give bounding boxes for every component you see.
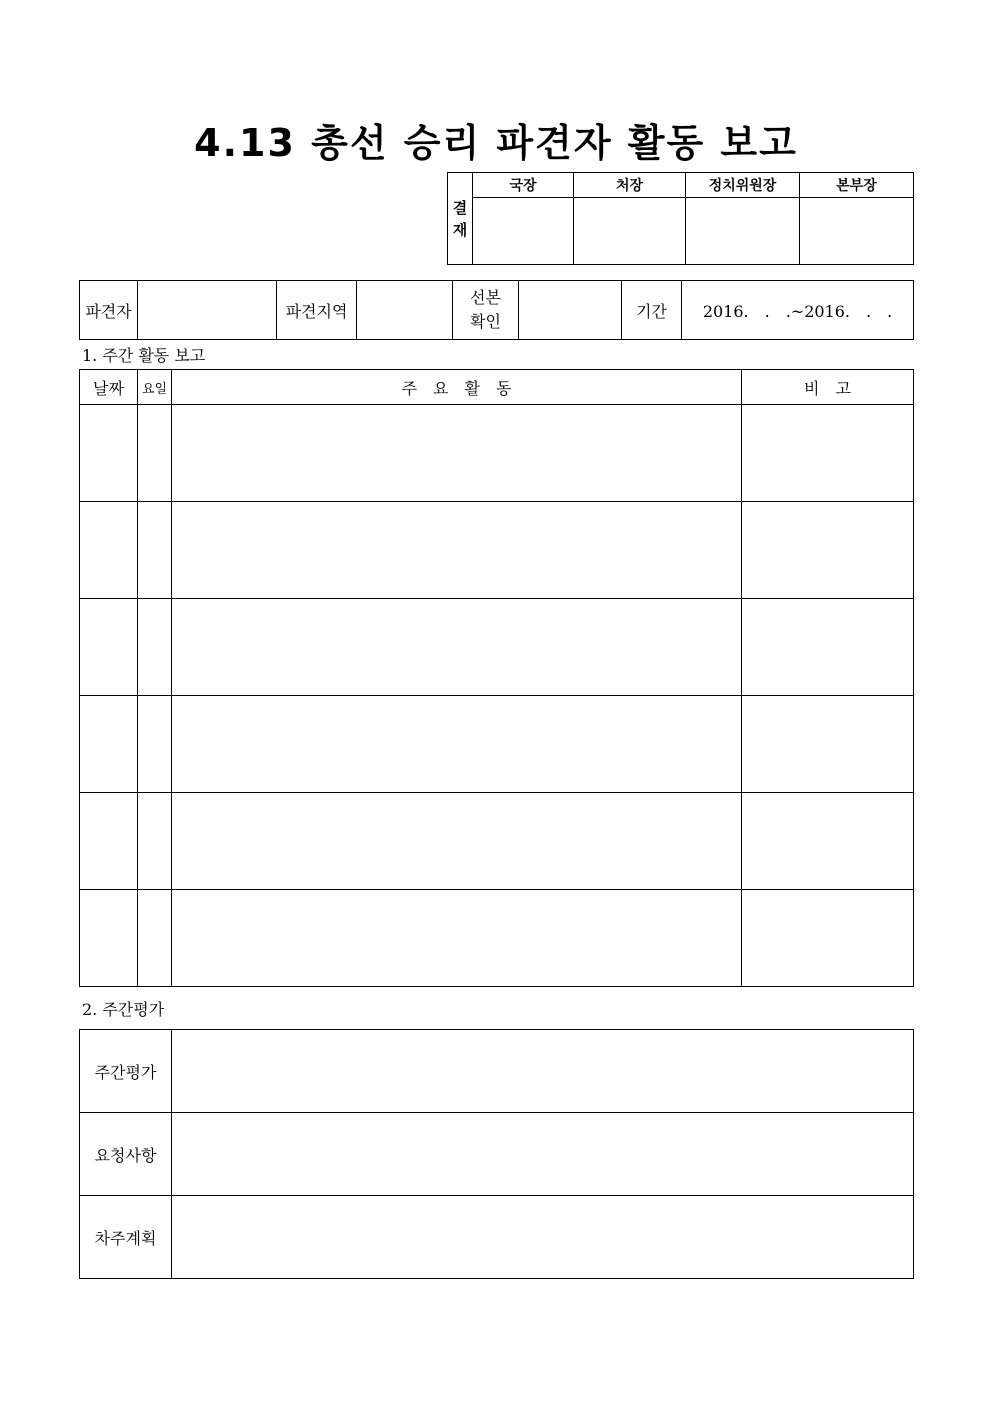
next-week-plan-label: 차주계획 [80,1196,172,1279]
note-cell[interactable] [742,793,914,890]
note-cell[interactable] [742,696,914,793]
period-field[interactable]: 2016. . .~2016. . . [682,281,914,340]
date-cell[interactable] [80,502,138,599]
activity-cell[interactable] [172,696,742,793]
activity-cell[interactable] [172,502,742,599]
campaign-confirm-label [453,281,519,340]
note-cell[interactable] [742,502,914,599]
day-cell[interactable] [138,502,172,599]
campaign-confirm-label-1: 선본 [470,288,501,307]
activity-row [80,793,914,890]
approval-sign-director[interactable] [473,198,574,265]
section1-heading: 1. 주간 활동 보고 [82,346,206,365]
dispatch-info-table [79,280,914,340]
day-cell[interactable] [138,599,172,696]
approval-sign-chief[interactable] [574,198,686,265]
approval-side-label-1: 결 [452,198,468,217]
day-cell[interactable] [138,890,172,987]
approval-sign-political-chair[interactable] [686,198,800,265]
date-cell[interactable] [80,599,138,696]
column-header-day: 요일 [138,370,172,405]
day-cell[interactable] [138,793,172,890]
section2-heading: 2. 주간평가 [82,1000,165,1019]
activity-cell[interactable] [172,599,742,696]
approval-box [447,172,914,265]
requests-field[interactable] [172,1113,914,1196]
date-cell[interactable] [80,405,138,502]
date-cell[interactable] [80,696,138,793]
activity-row [80,599,914,696]
region-field[interactable] [357,281,453,340]
campaign-confirm-label-2: 확인 [470,312,501,331]
date-cell[interactable] [80,890,138,987]
activity-row [80,502,914,599]
activity-cell[interactable] [172,405,742,502]
column-header-note: 비 고 [742,370,914,405]
dispatcher-label: 파견자 [80,281,138,340]
note-cell[interactable] [742,405,914,502]
campaign-confirm-field[interactable] [519,281,622,340]
activity-row [80,405,914,502]
approval-header-director: 국장 [473,173,574,198]
activity-row [80,696,914,793]
document-title: 4.13 총선 승리 파견자 활동 보고 [194,121,798,165]
evaluation-field[interactable] [172,1030,914,1113]
weekly-activity-table [79,369,914,987]
column-header-activity: 주 요 활 동 [172,370,742,405]
note-cell[interactable] [742,890,914,987]
day-cell[interactable] [138,405,172,502]
evaluation-label: 주간평가 [80,1030,172,1113]
note-cell[interactable] [742,599,914,696]
date-cell[interactable] [80,793,138,890]
activity-cell[interactable] [172,890,742,987]
period-label: 기간 [622,281,682,340]
region-label: 파견지역 [277,281,357,340]
requests-label: 요청사항 [80,1113,172,1196]
activity-cell[interactable] [172,793,742,890]
dispatcher-field[interactable] [138,281,277,340]
approval-header-chief: 처장 [574,173,686,198]
column-header-date: 날짜 [80,370,138,405]
approval-sign-headquarters-head[interactable] [800,198,914,265]
activity-row [80,890,914,987]
approval-side-label-2: 재 [452,220,468,239]
next-week-plan-field[interactable] [172,1196,914,1279]
approval-side-label [448,173,473,265]
approval-header-political-chair: 정치위원장 [686,173,800,198]
approval-header-headquarters-head: 본부장 [800,173,914,198]
weekly-evaluation-table [79,1029,914,1279]
day-cell[interactable] [138,696,172,793]
